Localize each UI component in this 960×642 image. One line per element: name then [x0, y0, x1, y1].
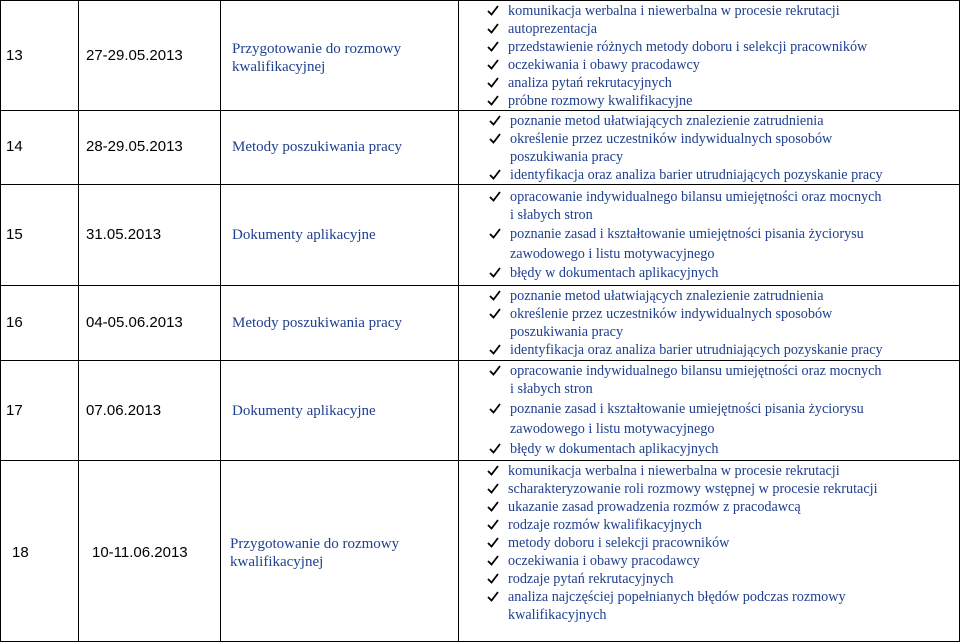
- checkmark-icon: [488, 265, 504, 282]
- checkmark-icon: [488, 342, 504, 359]
- row-topic-line: Metody poszukiwania pracy: [232, 139, 402, 155]
- row-divider: [0, 285, 960, 286]
- row-date: 10-11.06.2013: [92, 544, 188, 561]
- checkmark-icon: [488, 363, 504, 380]
- list-item: rodzaje rozmów kwalifikacyjnych: [508, 517, 702, 534]
- row-divider: [0, 360, 960, 361]
- checkmark-icon: [488, 306, 504, 323]
- list-item: autoprezentacja: [508, 21, 597, 38]
- list-item: poznanie zasad i kształtowanie umiejętności pisania życiorysu: [510, 401, 864, 418]
- checkmark-icon: [488, 441, 504, 458]
- row-number: 16: [6, 314, 23, 331]
- row-topic-line: Metody poszukiwania pracy: [232, 315, 402, 331]
- checkmark-icon: [486, 553, 502, 570]
- checkmark-icon: [486, 3, 502, 20]
- list-item: błędy w dokumentach aplikacyjnych: [510, 441, 718, 458]
- checkmark-icon: [486, 499, 502, 516]
- checkmark-icon: [486, 463, 502, 480]
- list-item-continuation: poszukiwania pracy: [510, 324, 624, 340]
- list-item: identyfikacja oraz analiza barier utrudniających pozyskanie pracy: [510, 167, 883, 184]
- list-item: rodzaje pytań rekrutacyjnych: [508, 571, 673, 588]
- checkmark-icon: [488, 226, 504, 243]
- row-date: 28-29.05.2013: [86, 138, 183, 155]
- list-item: określenie przez uczestników indywidualnych sposobów: [510, 131, 832, 148]
- table-border-left: [0, 0, 1, 642]
- row-topic-line: Przygotowanie do rozmowy: [230, 536, 400, 552]
- checkmark-icon: [488, 288, 504, 305]
- list-item: oczekiwania i obawy pracodawcy: [508, 57, 700, 74]
- list-item: analiza najczęściej popełnianych błędów podczas rozmowy: [508, 589, 846, 606]
- row-topic-line: Dokumenty aplikacyjne: [232, 227, 376, 243]
- list-item-continuation: i słabych stron: [510, 207, 593, 223]
- checkmark-icon: [486, 57, 502, 74]
- row-date: 04-05.06.2013: [86, 314, 183, 331]
- list-item: przedstawienie różnych metody doboru i selekcji pracowników: [508, 39, 867, 56]
- list-item: opracowanie indywidualnego bilansu umiejętności oraz mocnych: [510, 363, 882, 380]
- checkmark-icon: [488, 131, 504, 148]
- checkmark-icon: [488, 167, 504, 184]
- checkmark-icon: [486, 535, 502, 552]
- list-item-continuation: kwalifikacyjnych: [508, 607, 607, 623]
- list-item: komunikacja werbalna i niewerbalna w procesie rekrutacji: [508, 463, 840, 480]
- row-date: 07.06.2013: [86, 402, 162, 419]
- list-item: scharakteryzowanie roli rozmowy wstępnej w procesie rekrutacji: [508, 481, 878, 498]
- row-date: 27-29.05.2013: [86, 47, 183, 64]
- row-divider: [0, 184, 960, 185]
- list-item: opracowanie indywidualnego bilansu umiejętności oraz mocnych: [510, 189, 882, 206]
- list-item: próbne rozmowy kwalifikacyjne: [508, 93, 692, 110]
- list-item-continuation: i słabych stron: [510, 381, 593, 397]
- list-item: ukazanie zasad prowadzenia rozmów z pracodawcą: [508, 499, 801, 516]
- list-item: analiza pytań rekrutacyjnych: [508, 75, 672, 92]
- row-divider: [0, 110, 960, 111]
- list-item-continuation: poszukiwania pracy: [510, 149, 624, 165]
- list-item-continuation: zawodowego i listu motywacyjnego: [510, 246, 715, 262]
- list-item: błędy w dokumentach aplikacyjnych: [510, 265, 718, 282]
- checkmark-icon: [488, 189, 504, 206]
- checkmark-icon: [486, 39, 502, 56]
- row-topic-line: kwalifikacyjnej: [232, 59, 326, 75]
- checkmark-icon: [486, 21, 502, 38]
- checkmark-icon: [486, 517, 502, 534]
- list-item: poznanie metod ułatwiających znalezienie zatrudnienia: [510, 288, 824, 305]
- list-item: poznanie zasad i kształtowanie umiejętności pisania życiorysu: [510, 226, 864, 243]
- row-topic-line: kwalifikacyjnej: [230, 554, 324, 570]
- checkmark-icon: [486, 75, 502, 92]
- row-divider: [0, 460, 960, 461]
- checkmark-icon: [486, 571, 502, 588]
- col-divider: [78, 0, 79, 642]
- list-item: identyfikacja oraz analiza barier utrudniających pozyskanie pracy: [510, 342, 883, 359]
- row-number: 15: [6, 226, 23, 243]
- checkmark-icon: [488, 113, 504, 130]
- checkmark-icon: [486, 589, 502, 606]
- list-item: komunikacja werbalna i niewerbalna w procesie rekrutacji: [508, 3, 840, 20]
- row-date: 31.05.2013: [86, 226, 162, 243]
- row-number: 13: [6, 47, 23, 64]
- list-item: poznanie metod ułatwiających znalezienie zatrudnienia: [510, 113, 824, 130]
- row-number: 17: [6, 402, 23, 419]
- row-topic-line: Przygotowanie do rozmowy: [232, 41, 402, 57]
- table-border-top: [0, 0, 960, 1]
- list-item: oczekiwania i obawy pracodawcy: [508, 553, 700, 570]
- row-number: 14: [6, 138, 23, 155]
- list-item-continuation: zawodowego i listu motywacyjnego: [510, 421, 715, 437]
- list-item: metody doboru i selekcji pracowników: [508, 535, 729, 552]
- col-divider: [220, 0, 221, 642]
- row-topic-line: Dokumenty aplikacyjne: [232, 403, 376, 419]
- row-number: 18: [12, 544, 29, 561]
- col-divider: [458, 0, 459, 642]
- checkmark-icon: [488, 401, 504, 418]
- list-item: określenie przez uczestników indywidualnych sposobów: [510, 306, 832, 323]
- checkmark-icon: [486, 481, 502, 498]
- checkmark-icon: [486, 93, 502, 110]
